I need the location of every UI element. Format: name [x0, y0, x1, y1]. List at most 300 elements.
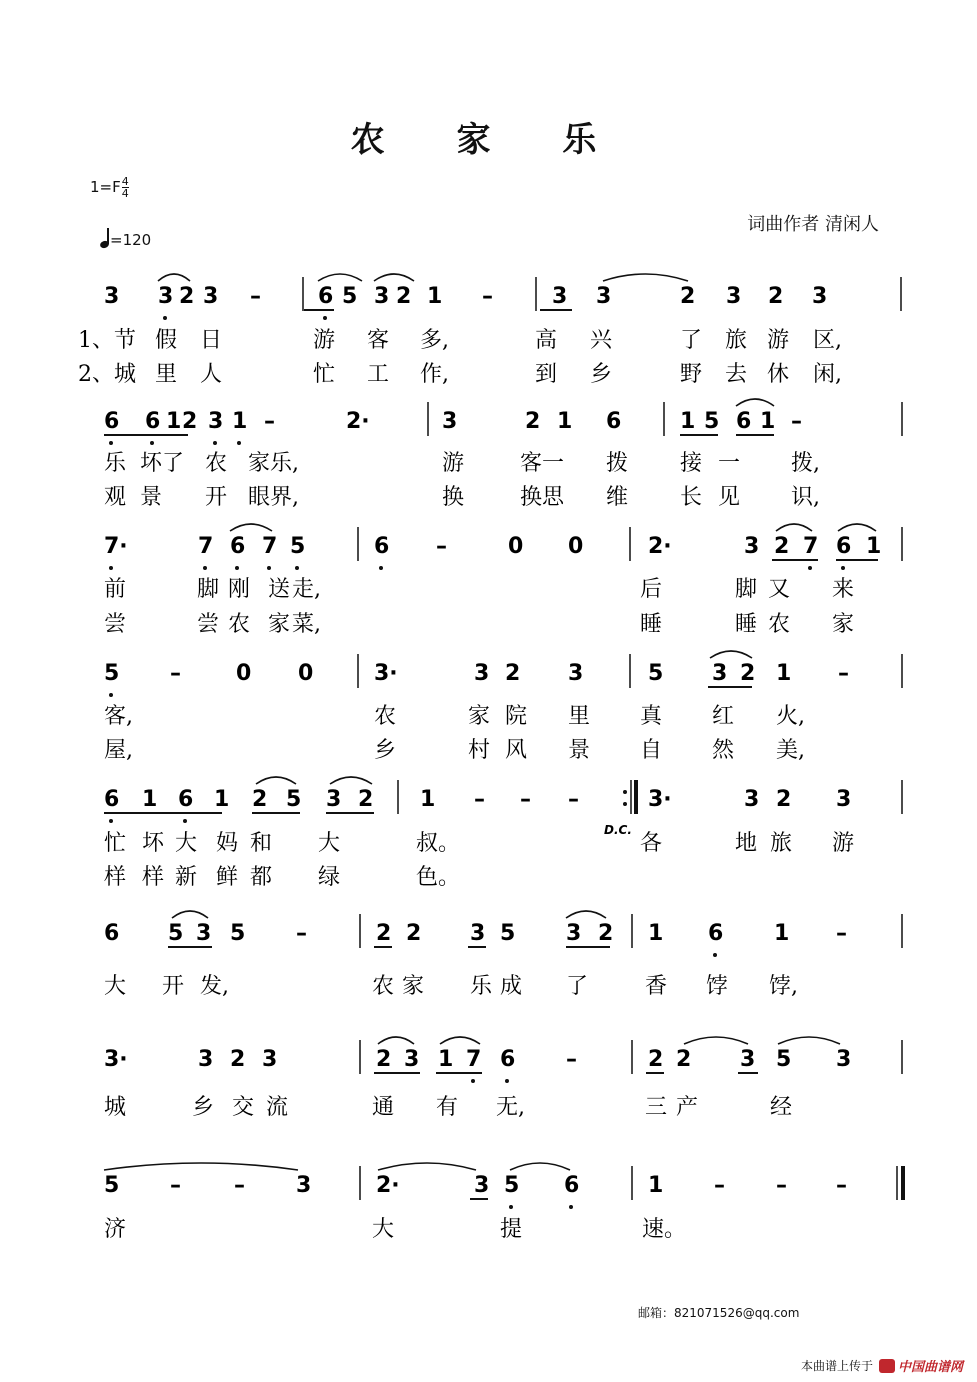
- jianpu-note: 2: [505, 661, 521, 686]
- lyric-verse1: 产: [676, 1095, 699, 1120]
- lyric-verse2: 休: [767, 362, 790, 387]
- slur-arc: [838, 524, 876, 531]
- lyric-verse2: 新: [175, 865, 198, 890]
- low-octave-dot: [109, 693, 113, 697]
- lyric-verse2: 睡: [735, 612, 758, 637]
- lyric-verse1: 了: [566, 974, 589, 999]
- lyric-verse2: 长: [680, 485, 703, 510]
- lyric-verse1: 大: [372, 1217, 395, 1242]
- jianpu-note: 3: [726, 284, 742, 309]
- low-octave-dot: [109, 566, 113, 570]
- lyric-verse1: 区,: [813, 328, 842, 353]
- key-label: 1=F: [90, 178, 121, 196]
- lyric-verse2: 换思: [520, 485, 565, 510]
- lyric-verse1: 游: [767, 328, 790, 353]
- lyric-verse2: 都: [250, 865, 273, 890]
- lyric-verse2: 人: [200, 362, 223, 387]
- jianpu-note: 3: [744, 534, 760, 559]
- lyric-verse2: 风: [505, 738, 528, 763]
- lyric-verse2: 景: [568, 738, 591, 763]
- low-octave-dot: [713, 953, 717, 957]
- jianpu-note: 7: [198, 534, 214, 559]
- jianpu-note: –: [836, 1173, 847, 1198]
- jianpu-note: 2: [396, 284, 412, 309]
- lyric-verse1: 来: [832, 577, 855, 602]
- lyric-verse2: 到: [535, 362, 558, 387]
- lyric-verse1: 有: [436, 1095, 459, 1120]
- low-octave-dot: [203, 566, 207, 570]
- lyric-verse2: 见: [718, 485, 741, 510]
- lyric-verse1: 通: [372, 1095, 395, 1120]
- lyric-verse2: 换: [442, 485, 465, 510]
- lyric-verse1: 了: [680, 328, 703, 353]
- jianpu-note: 5: [504, 1173, 520, 1198]
- logo-text: 中国曲谱网: [897, 1360, 963, 1375]
- jianpu-note: 3: [196, 921, 212, 946]
- low-octave-dot: [237, 441, 241, 445]
- jianpu-note: 6: [178, 787, 194, 812]
- jianpu-note: 1: [420, 787, 436, 812]
- lyric-verse1: 火,: [776, 704, 805, 729]
- jianpu-note: 3: [568, 661, 584, 686]
- jianpu-note: 3: [474, 661, 490, 686]
- jianpu-note: 6: [736, 409, 752, 434]
- jianpu-note: 1: [214, 787, 230, 812]
- lyric-verse1: 饽,: [769, 974, 798, 999]
- jianpu-note: 1: [760, 409, 776, 434]
- jianpu-note: –: [474, 787, 485, 812]
- lyric-verse1: 农: [374, 704, 397, 729]
- jianpu-note: 1: [680, 409, 696, 434]
- lyric-verse1: 兴: [590, 328, 613, 353]
- jianpu-note: 7·: [104, 534, 128, 559]
- jianpu-note: 0: [508, 534, 524, 559]
- lyric-verse2: 自: [640, 738, 663, 763]
- lyric-verse1: 日: [200, 328, 223, 353]
- jianpu-note: 0: [298, 661, 314, 686]
- jianpu-note: 2: [358, 787, 374, 812]
- jianpu-note: 7: [803, 534, 819, 559]
- slur-arc: [776, 524, 812, 531]
- slur-arc: [684, 1037, 748, 1044]
- jianpu-note: –: [234, 1173, 245, 1198]
- lyric-verse1: 无,: [496, 1095, 525, 1120]
- jianpu-note: 3: [404, 1047, 420, 1072]
- jianpu-note: 1: [166, 409, 182, 434]
- slur-arc: [330, 777, 372, 784]
- lyric-verse2: 识,: [791, 485, 820, 510]
- jianpu-note: 2: [648, 1047, 664, 1072]
- jianpu-note: 1: [648, 921, 664, 946]
- lyric-verse1: 发,: [200, 974, 229, 999]
- lyric-verse2: 然: [712, 738, 735, 763]
- slur-arc: [172, 911, 208, 918]
- jianpu-note: –: [436, 534, 447, 559]
- jianpu-note: 6: [836, 534, 852, 559]
- low-octave-dot: [235, 566, 239, 570]
- jianpu-note: 6: [318, 284, 334, 309]
- jianpu-note: 3: [740, 1047, 756, 1072]
- jianpu-note: 5: [104, 1173, 120, 1198]
- lyric-verse1: 拨,: [791, 451, 820, 476]
- jianpu-note: 2: [768, 284, 784, 309]
- jianpu-note: 3: [596, 284, 612, 309]
- slur-arc: [736, 399, 774, 406]
- jianpu-note: 5: [704, 409, 720, 434]
- lyric-verse2: 屋,: [104, 738, 133, 763]
- lyric-verse1: 里: [568, 704, 591, 729]
- jianpu-note: 2: [406, 921, 422, 946]
- jianpu-note: 1: [232, 409, 248, 434]
- jianpu-note: 3: [474, 1173, 490, 1198]
- lyric-verse1: 院: [505, 704, 528, 729]
- lyric-verse2: 家: [832, 612, 855, 637]
- slur-arc: [256, 777, 296, 784]
- jianpu-note: 2: [740, 661, 756, 686]
- jianpu-note: 1: [142, 787, 158, 812]
- jianpu-note: 5: [342, 284, 358, 309]
- jianpu-note: 6: [708, 921, 724, 946]
- tempo-value: =120: [110, 231, 152, 249]
- lyric-verse1: 多,: [420, 328, 449, 353]
- lyric-verse2: 观: [104, 485, 127, 510]
- lyric-verse1: 后: [640, 577, 663, 602]
- jianpu-note: 3: [712, 661, 728, 686]
- low-octave-dot: [509, 1205, 513, 1209]
- lyric-verse2: 尝: [197, 612, 220, 637]
- lyric-verse1: 大: [104, 974, 127, 999]
- lyric-verse1: 坏: [142, 831, 165, 856]
- low-octave-dot: [323, 316, 327, 320]
- jianpu-note: 3: [296, 1173, 312, 1198]
- lyric-verse1: 旅: [725, 328, 748, 353]
- lyric-verse2: 野: [680, 362, 703, 387]
- jianpu-note: –: [838, 661, 849, 686]
- lyric-verse2: 色。: [416, 865, 461, 890]
- lyric-verse2: 2、城: [78, 362, 136, 387]
- jianpu-note: 6: [606, 409, 622, 434]
- lyric-verse2: 里: [155, 362, 178, 387]
- low-octave-dot: [213, 441, 217, 445]
- lyric-verse1: 家: [468, 704, 491, 729]
- jianpu-note: 2: [774, 534, 790, 559]
- lyric-verse1: 刚: [228, 577, 251, 602]
- jianpu-note: 5: [286, 787, 302, 812]
- lyric-verse1: 客一: [520, 451, 565, 476]
- jianpu-note: 3: [203, 284, 219, 309]
- lyric-verse1: 乐: [104, 451, 127, 476]
- jianpu-note: 1: [648, 1173, 664, 1198]
- lyric-verse1: 地: [735, 831, 758, 856]
- lyric-verse1: 游: [442, 451, 465, 476]
- jianpu-note: 2: [230, 1047, 246, 1072]
- lyric-verse1: 妈: [216, 831, 239, 856]
- jianpu-note: 6: [500, 1047, 516, 1072]
- low-octave-dot: [150, 441, 154, 445]
- lyric-verse1: 走,: [292, 577, 321, 602]
- jianpu-note: 2: [776, 787, 792, 812]
- jianpu-note: 2: [376, 921, 392, 946]
- jianpu-note: 3: [744, 787, 760, 812]
- lyric-verse2: 鲜: [216, 865, 239, 890]
- low-octave-dot: [841, 566, 845, 570]
- lyric-verse2: 忙: [313, 362, 336, 387]
- final-barline-thick: [901, 1166, 905, 1200]
- lyric-verse1: 家: [248, 451, 271, 476]
- jianpu-note: 6: [564, 1173, 580, 1198]
- lyric-verse1: 红: [712, 704, 735, 729]
- lyric-verse1: 农: [372, 974, 395, 999]
- jianpu-note: 2·: [376, 1173, 400, 1198]
- jianpu-note: 5: [168, 921, 184, 946]
- slur-arc: [778, 1037, 840, 1044]
- lyric-verse1: 乐: [470, 974, 493, 999]
- repeat-barline-thick: [634, 780, 638, 814]
- low-octave-dot: [109, 441, 113, 445]
- lyric-verse1: 饽: [706, 974, 729, 999]
- jianpu-note: 3: [836, 787, 852, 812]
- jianpu-note: 3·: [648, 787, 672, 812]
- jianpu-note: –: [791, 409, 802, 434]
- jianpu-note: 6: [104, 787, 120, 812]
- lyric-verse2: 去: [725, 362, 748, 387]
- jianpu-note: 2: [252, 787, 268, 812]
- lyric-verse1: 各: [640, 831, 663, 856]
- jianpu-note: 3: [442, 409, 458, 434]
- logo-icon: [879, 1359, 895, 1373]
- jianpu-note: –: [482, 284, 493, 309]
- low-octave-dot: [471, 1079, 475, 1083]
- jianpu-note: 3: [552, 284, 568, 309]
- jianpu-note: 1: [557, 409, 573, 434]
- lyric-verse1: 假: [155, 328, 178, 353]
- jianpu-note: –: [264, 409, 275, 434]
- jianpu-note: 1: [866, 534, 882, 559]
- jianpu-note: –: [170, 1173, 181, 1198]
- slur-arc: [378, 1037, 414, 1044]
- jianpu-note: –: [520, 787, 531, 812]
- jianpu-note: 1: [438, 1047, 454, 1072]
- lyric-verse1: 大: [318, 831, 341, 856]
- lyric-verse1: 真: [640, 704, 663, 729]
- jianpu-note: 3: [262, 1047, 278, 1072]
- lyric-verse1: 拨: [606, 451, 629, 476]
- jianpu-note: –: [776, 1173, 787, 1198]
- jianpu-note: 3: [158, 284, 174, 309]
- lyric-verse2: 菜,: [292, 612, 321, 637]
- lyric-verse1: 香: [645, 974, 668, 999]
- slur-arc: [104, 1163, 298, 1170]
- jianpu-note: 0: [236, 661, 252, 686]
- lyric-verse1: 1、节: [78, 328, 136, 353]
- lyric-verse1: 乡: [192, 1095, 215, 1120]
- lyric-verse1: 脚: [735, 577, 758, 602]
- jianpu-note: –: [714, 1173, 725, 1198]
- slur-arc: [710, 651, 752, 658]
- lyric-verse1: 客,: [104, 704, 133, 729]
- jianpu-note: –: [170, 661, 181, 686]
- lyric-verse1: 成: [500, 974, 523, 999]
- jianpu-note: 3: [326, 787, 342, 812]
- lyric-verse2: 家: [268, 612, 291, 637]
- lyric-verse1: 忙: [104, 831, 127, 856]
- jianpu-note: 3: [198, 1047, 214, 1072]
- low-octave-dot: [163, 316, 167, 320]
- lyric-verse1: 开: [162, 974, 185, 999]
- lyric-verse2: 工: [367, 362, 390, 387]
- jianpu-note: 2: [598, 921, 614, 946]
- lyric-verse2: 眼: [248, 485, 271, 510]
- slur-arc: [158, 274, 190, 281]
- lyric-verse1: 叔。: [416, 831, 461, 856]
- jianpu-note: 1: [427, 284, 443, 309]
- jianpu-note: 2: [525, 409, 541, 434]
- slur-arc: [566, 911, 606, 918]
- jianpu-note: 7: [466, 1047, 482, 1072]
- low-octave-dot: [379, 566, 383, 570]
- lyric-verse2: 景: [140, 485, 163, 510]
- upload-footer: [801, 1356, 963, 1375]
- meter-bottom: 4: [121, 187, 129, 200]
- lyric-verse2: 乡: [590, 362, 613, 387]
- jianpu-note: 5: [500, 921, 516, 946]
- jianpu-note: 3·: [104, 1047, 128, 1072]
- jianpu-note: 2: [376, 1047, 392, 1072]
- jianpu-note: 1: [776, 661, 792, 686]
- lyric-verse2: 闲,: [813, 362, 842, 387]
- lyric-verse1: 大: [175, 831, 198, 856]
- lyric-verse2: 绿: [318, 865, 341, 890]
- slur-arc: [374, 274, 414, 281]
- jianpu-note: 1: [774, 921, 790, 946]
- jianpu-note: 5: [290, 534, 306, 559]
- lyric-verse2: 界,: [270, 485, 299, 510]
- meter-top: 4: [121, 175, 129, 188]
- lyric-verse1: 乐,: [270, 451, 299, 476]
- jianpu-note: 3: [812, 284, 828, 309]
- jianpu-note: 3·: [374, 661, 398, 686]
- contact-email: 邮箱：821071526@qq.com: [638, 1306, 800, 1320]
- jianpu-note: 7: [262, 534, 278, 559]
- lyric-verse1: 又: [768, 577, 791, 602]
- jianpu-note: 5: [648, 661, 664, 686]
- lyric-verse1: 交: [232, 1095, 255, 1120]
- jianpu-note: –: [836, 921, 847, 946]
- lyric-verse1: 提: [500, 1217, 523, 1242]
- lyric-verse2: 农: [768, 612, 791, 637]
- slur-arc: [510, 1163, 570, 1170]
- lyric-verse1: 济: [104, 1217, 127, 1242]
- slur-arc: [378, 1163, 476, 1170]
- low-octave-dot: [808, 566, 812, 570]
- jianpu-note: 5: [104, 661, 120, 686]
- slur-arc: [603, 274, 688, 281]
- slur-arc: [230, 524, 272, 531]
- lyric-verse1: 脚: [197, 577, 220, 602]
- lyric-verse1: 客: [367, 328, 390, 353]
- slur-arc: [440, 1037, 480, 1044]
- lyric-verse1: 游: [832, 831, 855, 856]
- jianpu-note: 6: [104, 921, 120, 946]
- lyric-verse2: 作,: [420, 362, 449, 387]
- lyric-verse1: 接: [680, 451, 703, 476]
- jianpu-note: 2·: [648, 534, 672, 559]
- lyric-verse2: 尝: [104, 612, 127, 637]
- jianpu-note: 6: [374, 534, 390, 559]
- da-capo-mark: D.C.: [604, 823, 632, 837]
- slur-arc: [318, 274, 362, 281]
- low-octave-dot: [109, 819, 113, 823]
- low-octave-dot: [569, 1205, 573, 1209]
- jianpu-note: 6: [230, 534, 246, 559]
- lyric-verse1: 旅: [770, 831, 793, 856]
- jianpu-note: 2: [676, 1047, 692, 1072]
- lyric-verse2: 乡: [374, 738, 397, 763]
- jianpu-note: 6: [145, 409, 161, 434]
- repeat-dot: [623, 802, 627, 806]
- jianpu-note: 0: [568, 534, 584, 559]
- lyric-verse1: 前: [104, 577, 127, 602]
- lyric-verse1: 高: [535, 328, 558, 353]
- jianpu-note: –: [250, 284, 261, 309]
- jianpu-note: 2: [179, 284, 195, 309]
- jianpu-note: 2: [680, 284, 696, 309]
- lyric-verse1: 农: [205, 451, 228, 476]
- lyric-verse1: 游: [313, 328, 336, 353]
- lyric-verse2: 样: [104, 865, 127, 890]
- upload-text: 本曲谱上传于: [800, 1359, 873, 1373]
- lyric-verse1: 速。: [642, 1217, 687, 1242]
- lyric-verse1: 三: [645, 1095, 668, 1120]
- jianpu-note: –: [566, 1047, 577, 1072]
- lyric-verse1: 一: [718, 451, 741, 476]
- jianpu-note: 2·: [346, 409, 370, 434]
- jianpu-note: 3: [470, 921, 486, 946]
- lyric-verse1: 家: [402, 974, 425, 999]
- lyric-verse2: 样: [142, 865, 165, 890]
- repeat-dot: [623, 790, 627, 794]
- jianpu-note: 3: [566, 921, 582, 946]
- jianpu-note: 2: [182, 409, 198, 434]
- lyric-verse1: 经: [770, 1095, 793, 1120]
- jianpu-note: 5: [230, 921, 246, 946]
- low-octave-dot: [295, 566, 299, 570]
- jianpu-note: 3: [836, 1047, 852, 1072]
- jianpu-note: –: [568, 787, 579, 812]
- site-logo[interactable]: [879, 1356, 963, 1375]
- jianpu-note: 3: [208, 409, 224, 434]
- composer-credit: 词曲作者 清闲人: [747, 214, 879, 235]
- jianpu-note: 3: [104, 284, 120, 309]
- jianpu-note: 3: [374, 284, 390, 309]
- lyric-verse1: 流: [266, 1095, 289, 1120]
- lyric-verse2: 农: [228, 612, 251, 637]
- lyric-verse1: 城: [104, 1095, 127, 1120]
- lyric-verse2: 维: [606, 485, 629, 510]
- jianpu-note: 6: [104, 409, 120, 434]
- lyric-verse1: 送: [268, 577, 291, 602]
- jianpu-note: 5: [776, 1047, 792, 1072]
- lyric-verse2: 睡: [640, 612, 663, 637]
- lyric-verse2: 美,: [776, 738, 805, 763]
- low-octave-dot: [183, 819, 187, 823]
- lyric-verse1: 和: [250, 831, 273, 856]
- lyric-verse2: 村: [468, 738, 491, 763]
- low-octave-dot: [505, 1079, 509, 1083]
- low-octave-dot: [267, 566, 271, 570]
- lyric-verse1: 坏了: [140, 451, 185, 476]
- jianpu-note: –: [296, 921, 307, 946]
